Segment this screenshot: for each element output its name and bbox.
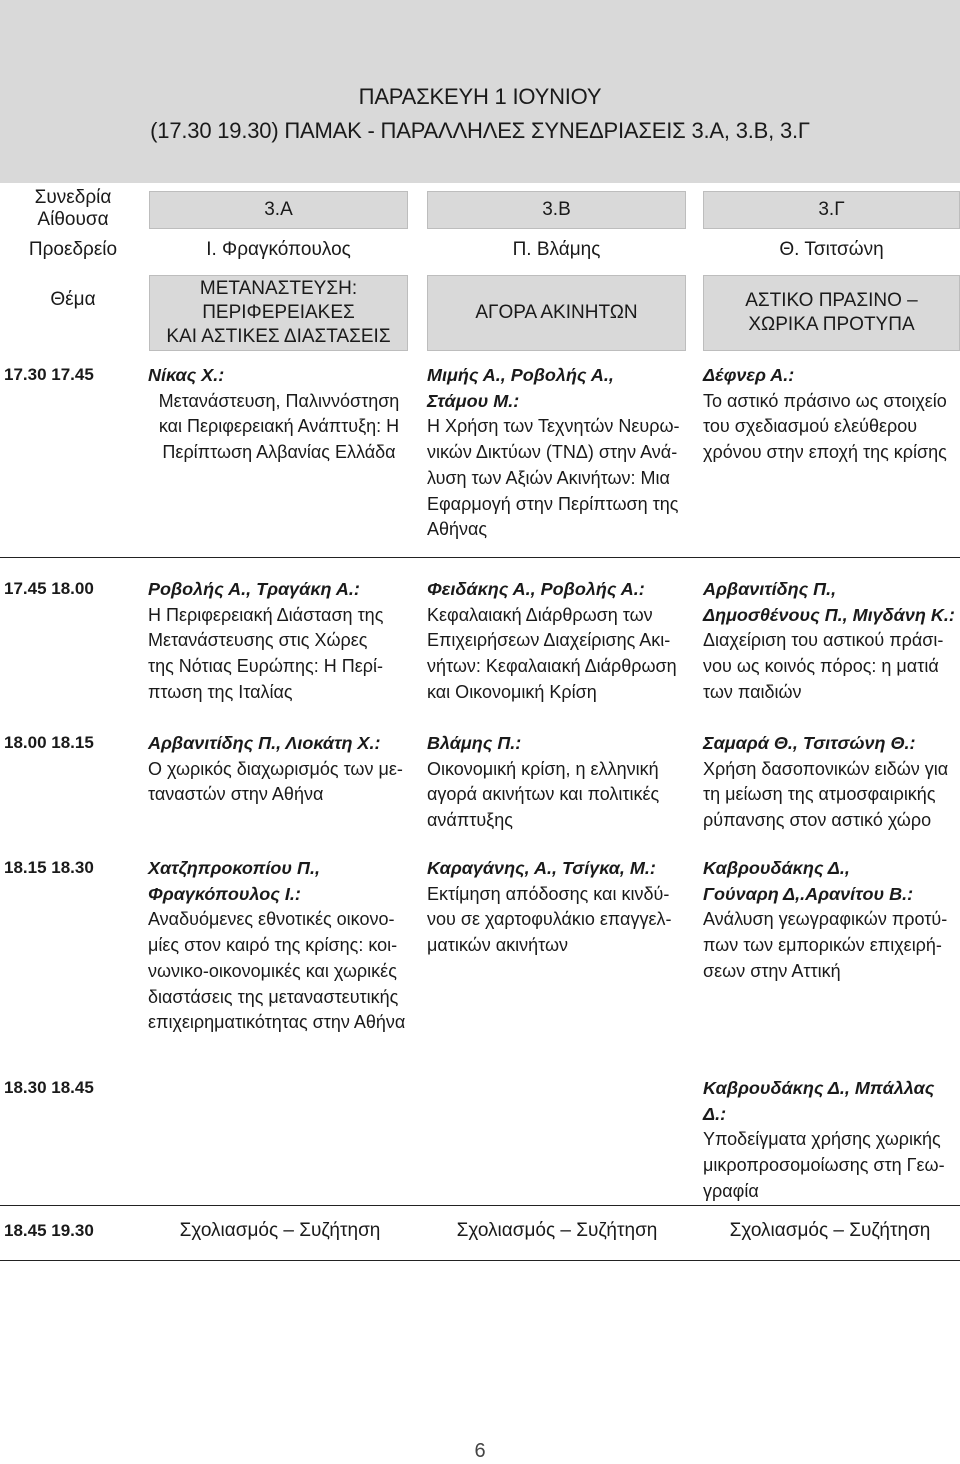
page-number: 6 (474, 1440, 486, 1462)
discussion-3b: Σχολιασμός – Συζήτηση (456, 1220, 658, 1241)
discussion-rule-bottom (0, 1260, 960, 1261)
page-title: ΠΑΡΑΣΚΕΥΗ 1 ΙΟΥΝΙΟΥ (358, 84, 602, 109)
separator-rule (0, 557, 960, 558)
paper-3c-3: Σαμαρά Θ., Τσιτσώνη Θ.: Χρήση δασοπονικών ειδών για τη μείωση της ατμοσφαιρικής ρύπανσης στον αστικό χώρο (703, 733, 949, 831)
session-theme-3b: ΑΓΟΡΑ ΑΚΙΝΗΤΩΝ (427, 275, 686, 351)
session-code-3b: 3.Β (427, 191, 686, 229)
theme-label: Θέμα (50, 289, 96, 310)
session-chair-3b: Π. Βλάμης (512, 239, 601, 260)
chair-label: Προεδρείο (28, 239, 118, 260)
time-slot-discussion: 18.45 19.30 (4, 1221, 94, 1240)
paper-3c-2: Αρβανιτίδης Π., Δημοσθένους Π., Μιγδάνη Κ.: Διαχείριση του αστικού πράσι- νου ως κοινός πόρος: η ματιά των παιδιών (703, 579, 955, 702)
paper-3a-1: Νίκας Χ.: Μετανάστευση, Παλιννόστηση και Περιφερειακή Ανάπτυξη: Η Περίπτωση Αλβανίας Ελλάδα (148, 365, 400, 463)
discussion-rule-top (0, 1205, 960, 1206)
session-code-3a: 3.Α (149, 191, 408, 229)
discussion-3c: Σχολιασμός – Συζήτηση (729, 1220, 931, 1241)
paper-3a-4: Χατζηπροκοπίου Π., Φραγκόπουλος Ι.: Αναδυόμενες εθνοτικές οικονο- μίες στον καιρό της κρίσης: κοι- νωνικο-οικονομικές και χωρικές διαστάσεις της μεταναστευτικής επιχειρηματικότητας στην Αθήνα (148, 858, 406, 1033)
paper-3c-4: Καβρουδάκης Δ., Γούναρη Δ,.Αρανίτου Β.: Ανάλυση γεωγραφικών προτύ- πων των εμπορικών επιχειρή- σεων στην Αττική (703, 858, 948, 981)
paper-3a-2: Ροβολής Α., Τραγάκη Α.: Η Περιφερειακή Διάσταση της Μετανάστευσης στις Χώρες της Νότιας Ευρώπης: Η Περί- πτωση της Ιταλίας (148, 579, 384, 702)
session-chair-3c: Θ. Τσιτσώνη (779, 239, 884, 260)
session-theme-3a: ΜΕΤΑΝΑΣΤΕΥΣΗ: ΠΕΡΙΦΕΡΕΙΑΚΕΣ ΚΑΙ ΑΣΤΙΚΕΣ ΔΙΑΣΤΑΣΕΙΣ (149, 275, 408, 351)
time-slot-3: 18.00 18.15 (4, 733, 94, 752)
session-room-label (18, 187, 128, 231)
time-slot-1: 17.30 17.45 (4, 365, 94, 384)
discussion-3a: Σχολιασμός – Συζήτηση (179, 1220, 381, 1241)
session-code-3c: 3.Γ (703, 191, 960, 229)
paper-3a-3: Αρβανιτίδης Π., Λιοκάτη Χ.: Ο χωρικός διαχωρισμός των με- ταναστών στην Αθήνα (148, 733, 403, 805)
time-slot-2: 17.45 18.00 (4, 579, 94, 598)
time-slot-5: 18.30 18.45 (4, 1078, 94, 1097)
session-label: Συνεδρία (34, 187, 112, 208)
page-subtitle: (17.30 19.30) ΠΑΜΑΚ - ΠΑΡΑΛΛΗΛΕΣ ΣΥΝΕΔΡΙΑΣΕΙΣ 3.Α, 3.Β, 3.Γ (150, 118, 810, 143)
paper-3b-3: Βλάμης Π.: Οικονομική κρίση, η ελληνική αγορά ακινήτων και πολιτικές ανάπτυξης (427, 733, 660, 831)
time-slot-4: 18.15 18.30 (4, 858, 94, 877)
paper-3b-4: Καραγάνης, Α., Τσίγκα, Μ.: Εκτίμηση απόδοσης και κινδύ- νου σε χαρτοφυλάκιο επαγγελ- ματικών ακινήτων (427, 858, 672, 956)
session-theme-3c: ΑΣΤΙΚΟ ΠΡΑΣΙΝΟ – ΧΩΡΙΚΑ ΠΡΟΤΥΠΑ (703, 275, 960, 351)
room-label: Αίθουσα (37, 209, 109, 230)
paper-3b-2: Φειδάκης Α., Ροβολής Α.: Κεφαλαιακή Διάρθρωση των Επιχειρήσεων Διαχείρισης Ακι- νήτων: Κεφαλαιακή Διάρθρωση και Οικονομική Κρίση (427, 579, 677, 702)
paper-3b-1: Μιμής Α., Ροβολής Α., Στάμου Μ.: Η Χρήση των Τεχνητών Νευρω- νικών Δικτύων (ΤΝΔ) στην Ανά- λυση των Αξιών Ακινήτων: Μια Εφαρμογή στην Περίπτωση της Αθήνας (427, 365, 680, 540)
session-chair-3a: Ι. Φραγκόπουλος (206, 239, 351, 260)
paper-3c-5: Καβρουδάκης Δ., Μπάλλας Δ.: Υποδείγματα χρήσης χωρικής μικροπροσομοίωσης στη Γεω- γραφία (703, 1078, 945, 1201)
paper-3c-1: Δέφνερ Α.: Το αστικό πράσινο ως στοιχείο του σχεδιασμού ελεύθερου χρόνου στην εποχή της κρίσης (703, 365, 947, 463)
